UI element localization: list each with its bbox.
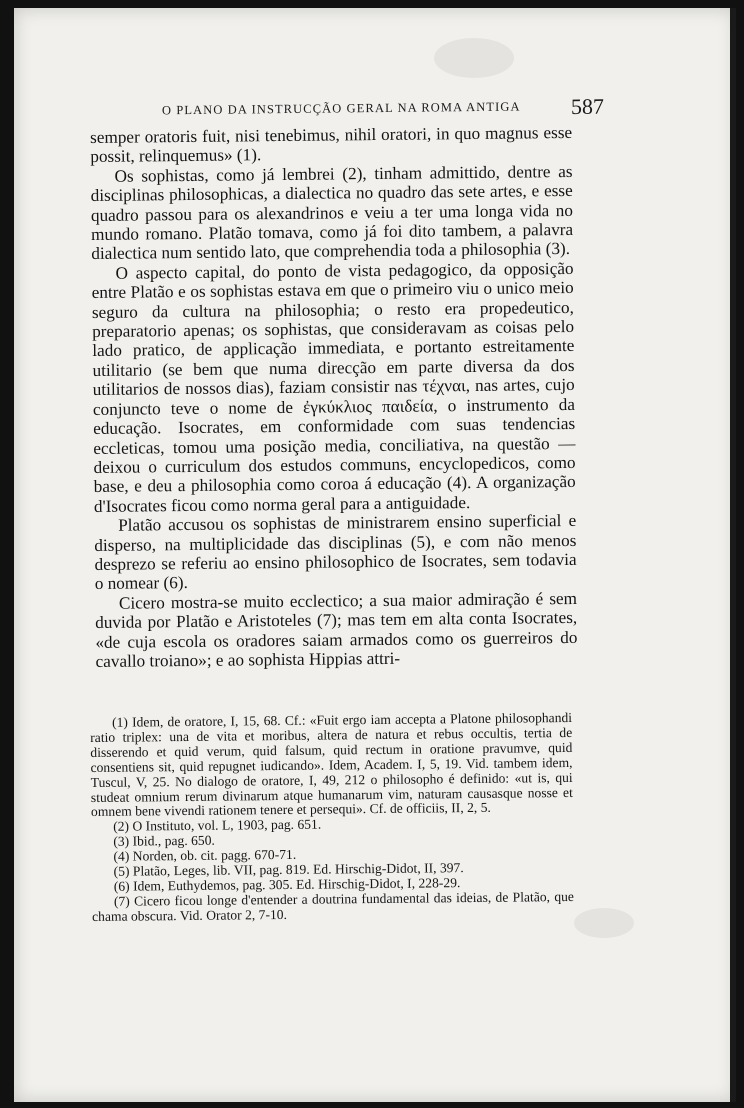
page-edge-shadow [730, 8, 736, 1102]
paragraph: O aspecto capital, do ponto de vista pedagogico, da opposição entre Platão e os sophistas estava em que o primeiro viu o unico meio seguro da cultura na philosophia; o resto era propedeutico, preparatorio apenas; os sophistas, que consideravam as coisas pelo lado pratico, de applicação immediata, e portanto estreitamente utilitario (se bem que numa direcção em parte diversa da dos utilitarios de nossos dias), faziam consistir nas τέχναι, nas artes, cujo conjuncto teve o nome de ἐγκύκλιος παιδεία, o instrumento da educação. Isocrates, em conformidade com suas tendencias eccleticas, tomou uma posição media, conciliativa, na questão — deixou o curriculum dos estudos communs, encyclopedicos, como base, e deu a philosophia como coroa á educação (4). A organização d'Isocrates ficou como norma geral para a antiguidade. [91, 258, 576, 516]
running-head: O PLANO DA INSTRUCÇÃO GERAL NA ROMA ANTIGA [161, 99, 521, 118]
footnote: (2) O Instituto, vol. L, 1903, pag. 651. [113, 816, 322, 835]
page-number: 587 [570, 93, 605, 120]
paper-stain [574, 908, 634, 938]
footnote: (3) Ibid., pag. 650. [113, 832, 215, 850]
paragraph: semper oratoris fuit, nisi tenebimus, nihil oratori, in quo magnus esse possit, relinquemus» (1). [90, 122, 573, 167]
footnote: (4) Norden, ob. cit. pagg. 670-71. [113, 847, 297, 864]
main-text [90, 123, 578, 671]
footnote: (5) Platão, Leges, lib. VII, pag. 819. Ed. Hirschig-Didot, II, 397. [113, 860, 464, 879]
paragraph: Os sophistas, como já lembrei (2), tinham admittido, dentre as disciplinas philosophicas, a dialectica no quadro das sete artes, e esse quadro passou para os alexandrinos e veiu a ter uma longa vida no mundo romano. Platão tomava, como já foi dito tambem, a palavra dialectica num sentido lato, que comprehendia toda a philosophia (3). [90, 161, 574, 264]
footnote: (1) Idem, de oratore, I, 15, 68. Cf.: «Fuit ergo iam accepta a Platone philosophandi ratio triplex: una de vita et moribus, altera de natura et rebus occultis, tertia de disserendo et quid verum, quid falsum, quid rectum in oratione pravumve, quid consentiens sit, quid repugnet iudicando». Idem, Academ. I, 5, 19. Vid. tambem idem, Tuscul, V, 25. No dialogo de oratore, I, 49, 212 o philosopho é definido: «ut is, qui studeat omnium rerum divinarum atque humanarum vim, naturam causasque nosse et omnem bene vivendi rationem tenere et persequi». Cf. de officiis, II, 2, 5. [90, 709, 573, 820]
footnote: (6) Idem, Euthydemos, pag. 305. Ed. Hirschig-Didot, I, 228-29. [113, 875, 461, 894]
paper-stain [434, 38, 514, 78]
footnote: (7) Cicero ficou longe d'entender a doutrina fundamental das ideias, de Platão, que chama obscura. Vid. Orator 2, 7-10. [92, 888, 574, 924]
footnotes [90, 711, 574, 925]
paragraph: Platão accusou os sophistas de ministrarem ensino superficial e disperso, na multiplicidade das disciplinas (5), e com não menos desprezo se referiu ao ensino philosophico de Isocrates, sem todavia o nomear (6). [94, 511, 577, 594]
paragraph: Cicero mostra-se muito ecclectico; a sua maior admiração é sem duvida por Platão e Aristoteles (7); mas tem em alta conta Isocrates, «de cuja escola os oradores saiam armados como os guerreiros do cavallo troiano»; e ao sophista Hippias attri- [95, 588, 578, 671]
page-header [162, 94, 604, 127]
